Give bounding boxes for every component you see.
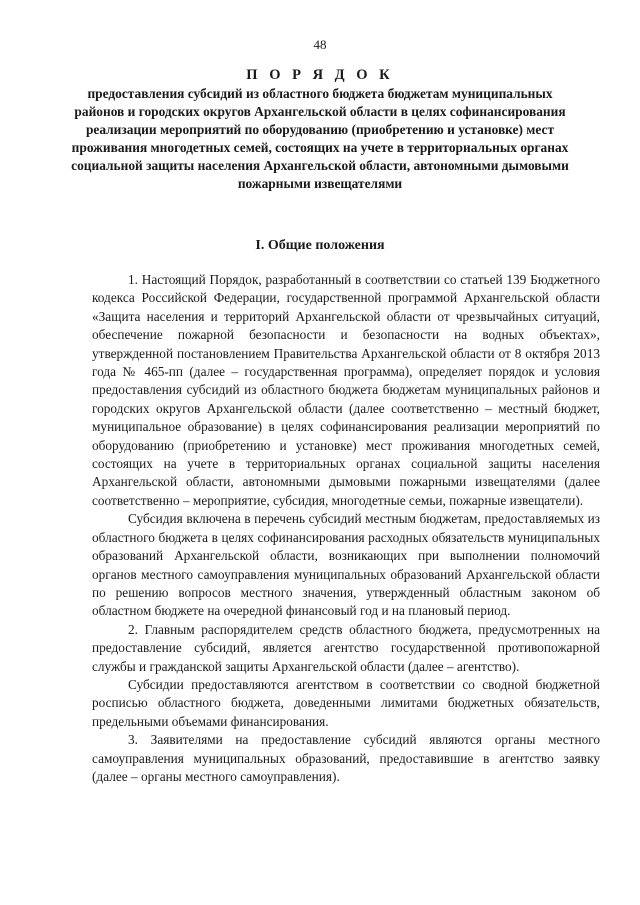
paragraph-5: 3. Заявителями на предоставление субсидий являются органы местного самоуправления муниципальных образований, предоставившие в агентство заявку (далее – органы местного самоуправления).: [92, 732, 600, 784]
paragraph-3: 2. Главным распорядителем средств областного бюджета, предусмотренных на предоставление субсидий, является агентство государственной противопожарной службы и гражданской защиты Архангельской области (далее – агентство).: [92, 621, 600, 674]
title-block: [70, 66, 570, 192]
section-heading: I. Общие положения: [255, 238, 385, 253]
document-title: П О Р Я Д О К: [246, 67, 394, 83]
section-body: [92, 271, 600, 786]
paragraph-2: Субсидия включена в перечень субсидий местным бюджетам, предоставляемых из областного бюджета в целях софинансирования расходных обязательств муниципальных образований Архангельской области, возникающих при выполнении полномочий органов местного самоуправления муниципальных образований Архангельской области по решению вопросов местного значения, утвержденный областным законом об областном бюджете на очередной финансовый год и на плановый период.: [92, 511, 600, 619]
paragraph-1: 1. Настоящий Порядок, разработанный в соответствии со статьей 139 Бюджетного кодекса Российской Федерации, государственной программой Архангельской области «Защита населения и территорий Архангельской области от чрезвычайных ситуаций, обеспечение пожарной безопасности и безопасности на водных объектах», утвержденной постановлением Правительства Архангельской области от 8 октября 2013 года № 465-пп (далее – государственная программа), определяет порядок и условия предоставления субсидий из областного бюджета бюджетам муниципальных районов и городских округов Архангельской области (далее соответственно – местный бюджет, муниципальное образование) в целях софинансирования реализации мероприятий по оборудованию (приобретению и установке) мест проживания многодетных семей, состоящих на учете в территориальных органах социальной защиты населения Архангельской области, автономными дымовыми пожарными извещателями (далее соответственно – мероприятие, субсидия, многодетные семьи, пожарные извещатели).: [92, 272, 600, 508]
document-subtitle: предоставления субсидий из областного бюджета бюджетам муниципальных районов и городских округов Архангельской области в целях софинансирования реализации мероприятий по оборудованию (приобретению и установке) мест проживания многодетных семей, состоящих на учете в территориальных органах социальной защиты населения Архангельской области, автономными дымовыми пожарными извещателями: [71, 86, 569, 191]
page-number: 48: [313, 37, 327, 52]
paragraph-4: Субсидии предоставляются агентством в соответствии со сводной бюджетной росписью областного бюджета, доведенными лимитами бюджетных обязательств, предельными объемами финансирования.: [92, 676, 600, 729]
